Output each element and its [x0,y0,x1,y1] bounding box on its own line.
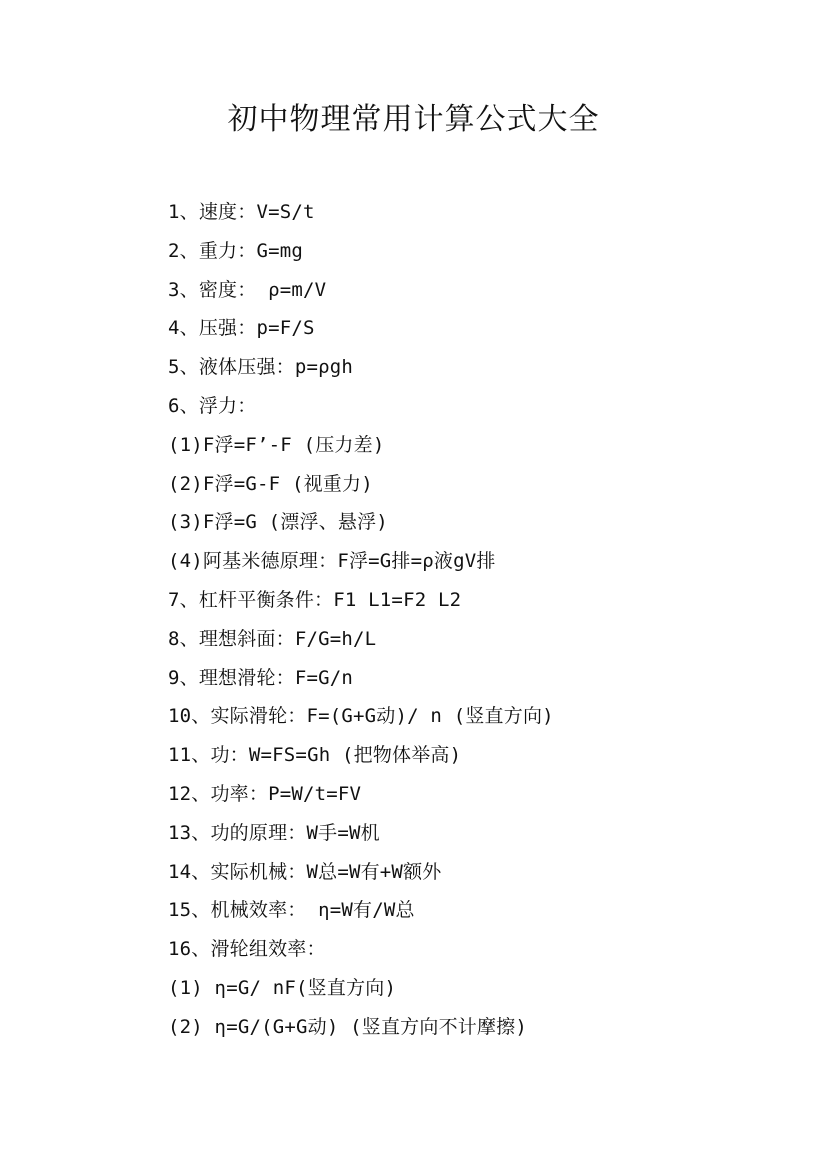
formula-line-16: 16、滑轮组效率： [168,938,326,961]
formula-list [168,193,788,1047]
formula-line-13: 13、功的原理：W手=W机 [168,821,380,844]
formula-line-8: 8、理想斜面：F/G=h/L [168,627,377,650]
formula-line-1: 1、速度：V=S/t [168,201,315,223]
formula-subline-6-3: (3)F浮=G (漂浮、悬浮) [168,511,388,534]
formula-line-10: 10、实际滑轮：F=(G+G动)/ n (竖直方向) [168,705,554,728]
page-title: 初中物理常用计算公式大全 [227,102,600,137]
formula-line-14: 14、实际机械：W总=W有+W额外 [168,860,442,883]
formula-line-15: 15、机械效率： η=W有/W总 [168,899,415,922]
formula-subline-6-2: (2)F浮=G-F (视重力) [168,472,373,495]
formula-subline-6-4: (4)阿基米德原理：F浮=G排=ρ液gV排 [168,550,496,573]
formula-subline-16-1: (1) η=G/ nF(竖直方向) [168,976,397,999]
formula-line-9: 9、理想滑轮：F=G/n [168,666,354,689]
formula-subline-6-1: (1)F浮=F’-F (压力差) [168,433,385,456]
formula-line-2: 2、重力：G=mg [168,239,303,262]
formula-line-3: 3、密度： ρ=m/V [168,278,327,301]
formula-line-11: 11、功：W=FS=Gh (把物体举高) [168,744,462,767]
formula-line-12: 12、功率：P=W/t=FV [168,782,362,805]
formula-subline-16-2: (2) η=G/(G+G动) (竖直方向不计摩擦) [168,1015,528,1038]
formula-line-5: 5、液体压强：p=ρgh [168,356,354,379]
formula-line-4: 4、压强：p=F/S [168,317,315,340]
formula-line-7: 7、杠杆平衡条件：F1 L1=F2 L2 [168,588,462,611]
formula-line-6: 6、浮力： [168,394,257,417]
